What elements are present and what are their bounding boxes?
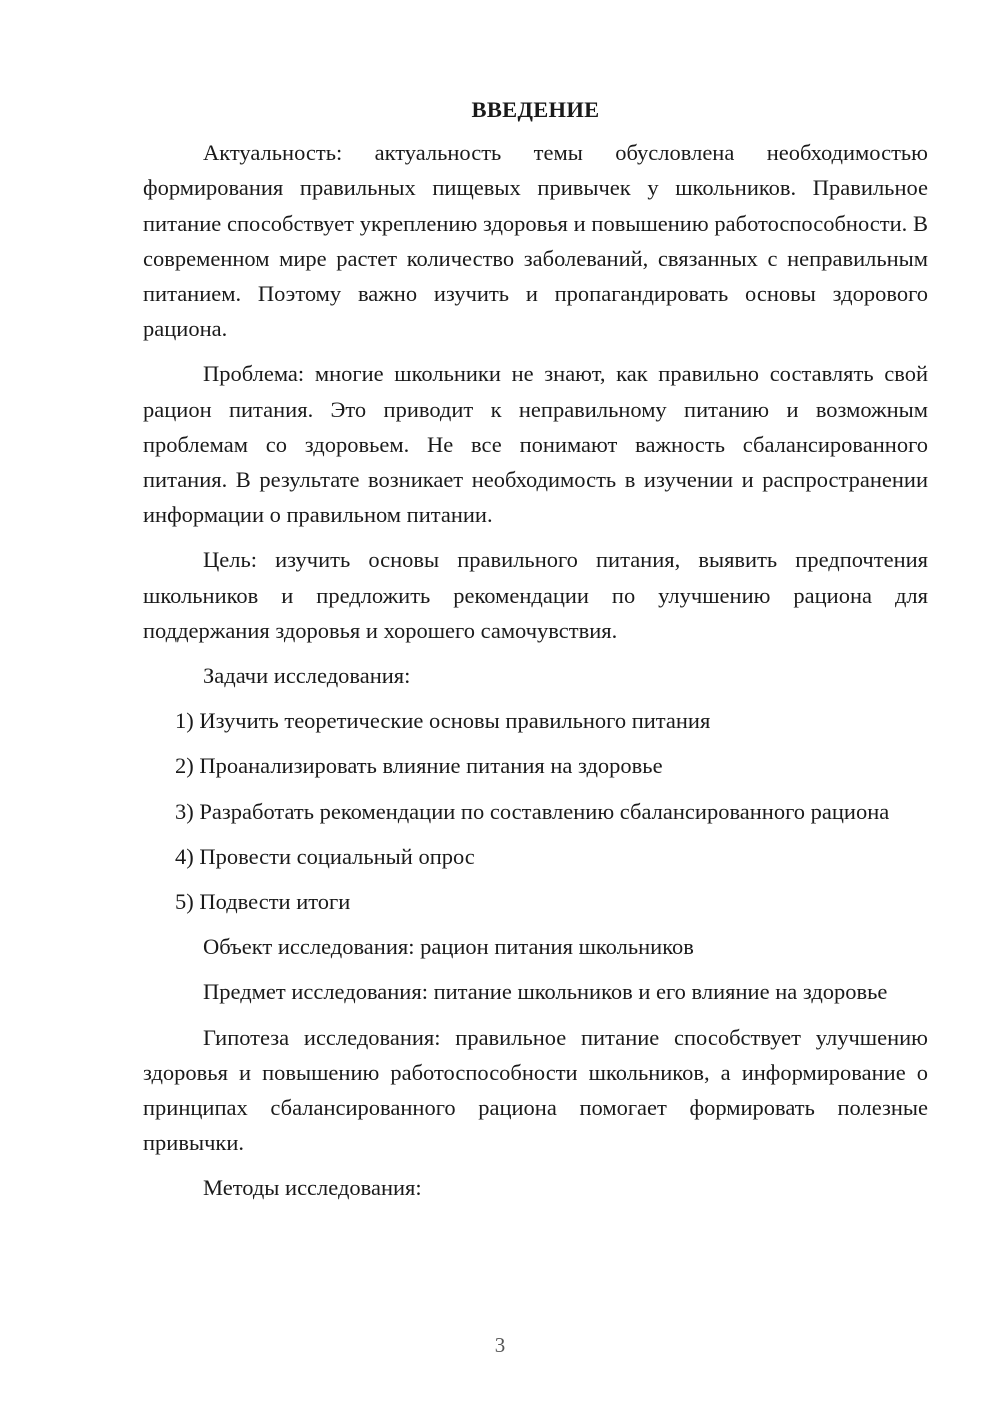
section-title: ВВЕДЕНИЕ [471, 97, 600, 122]
task-item-4: 4) Провести социальный опрос [175, 843, 475, 869]
methods-heading: Методы исследования: [203, 1175, 422, 1201]
relevance-paragraph: Актуальность: актуальность темы обусловлена необходимостью формирования правильных пищевых привычек у школьников. Правильное питание способствует укреплению здоровья и повышению работоспособности. В современном мире растет количество заболеваний, связанных с неправильным питанием. Поэтому важно изучить и пропагандировать основы здорового рациона. [143, 140, 928, 342]
task-item-1: 1) Изучить теоретические основы правильного питания [175, 708, 711, 734]
page-number: 3 [494, 1333, 506, 1357]
document-page [143, 92, 928, 1216]
problem-paragraph: Проблема: многие школьники не знают, как правильно составлять свой рацион питания. Это приводит к неправильному питанию и возможным проблемам со здоровьем. Не все понимают важность сбалансированного питания. В результате возникает необходимость в изучении и распространении информации о правильном питании. [143, 361, 928, 528]
hypothesis-paragraph: Гипотеза исследования: правильное питание способствует улучшению здоровья и повышению работоспособности школьников, а информирование о принципах сбалансированного рациона помогает формировать полезные привычки. [143, 1024, 928, 1156]
task-item-5: 5) Подвести итоги [175, 889, 351, 915]
goal-paragraph: Цель: изучить основы правильного питания, выявить предпочтения школьников и предложить рекомендации по улучшению рациона для поддержания здоровья и хорошего самочувствия. [143, 547, 928, 643]
tasks-heading: Задачи исследования: [203, 663, 411, 689]
subject-paragraph: Предмет исследования: питание школьников и его влияние на здоровье [203, 979, 888, 1005]
task-item-3: 3) Разработать рекомендации по составлению сбалансированного рациона [175, 798, 890, 824]
task-item-2: 2) Проанализировать влияние питания на здоровье [175, 753, 663, 779]
object-paragraph: Объект исследования: рацион питания школьников [203, 934, 694, 960]
